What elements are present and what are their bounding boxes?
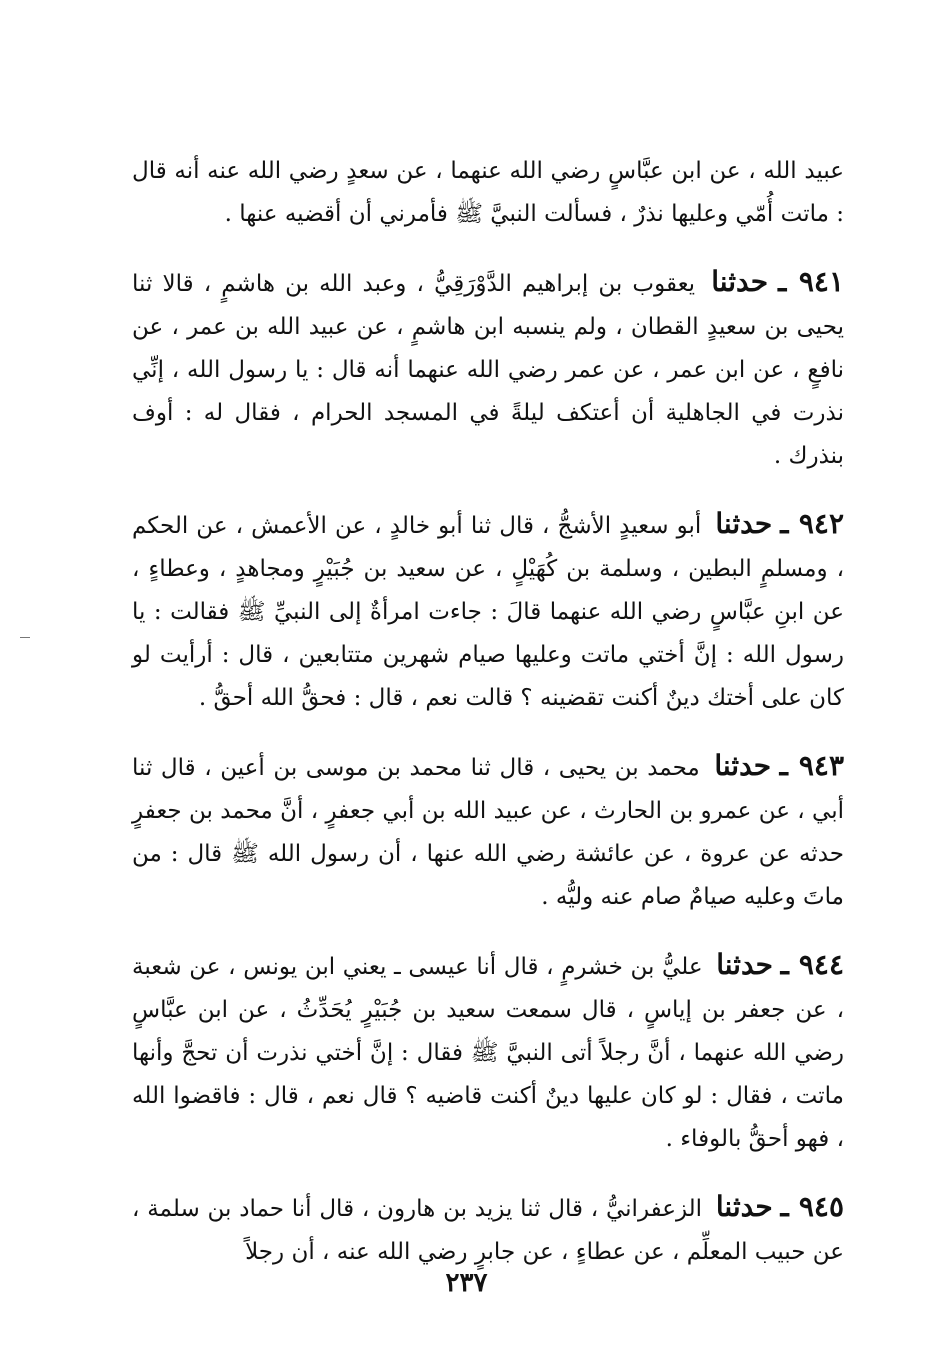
hadith-text: أبو سعيدٍ الأشجُّ ، قال ثنا أبو خالدٍ ، عن الأعمش ، عن الحكم ، ومسلمٍ البطين ، وسلمة بن كُهَيْلٍ ، عن سعيد بن جُبَيْرٍ ومجاهدٍ ، وعطاءٍ ، عن ابنِ عبَّاسٍ رضي الله عنهما قالَ : جاءت امرأةٌ إلى النبيِّ ﷺ فقالت : يا رسول الله : إنَّ أختي ماتت وعليها صيام شهرين متتابعين ، قال : أرأيت لو كان على أختك دينٌ أكنت تقضينه ؟ قالت نعم ، قال : فحقُّ الله أحقُّ . <box>132 513 844 711</box>
intro-paragraph <box>132 150 844 236</box>
hadith-943 <box>132 744 844 919</box>
margin-mark <box>20 637 30 638</box>
hadith-945 <box>132 1185 844 1274</box>
page-number: ٢٣٧ <box>445 1268 488 1298</box>
hadith-941 <box>132 260 844 478</box>
hadith-944 <box>132 943 844 1161</box>
hadith-number: ٩٤٣ ـ <box>779 749 845 782</box>
hadith-keyword: حدثنا <box>714 749 772 782</box>
hadith-number: ٩٤٢ ـ <box>780 507 845 540</box>
hadith-text: عليُّ بن خشرمٍ ، قال أنا عيسى ـ يعني ابن يونس ، عن شعبة ، عن جعفر بن إياسٍ ، قال سمعت سعيد بن جُبَيْرٍ يُحَدِّثُ ، عن ابن عبَّاسٍ رضي الله عنهما ، أنَّ رجلاً أتى النبيَّ ﷺ فقال : إنَّ أختي نذرت أن تحجَّ وأنها ماتت ، فقال : لو كان عليها دينٌ أكنت قاضيه ؟ قال نعم ، قال : فاقضوا الله ، فهو أحقُّ بالوفاء . <box>132 954 844 1152</box>
hadith-number: ٩٤٤ ـ <box>780 948 845 981</box>
hadith-942 <box>132 502 844 720</box>
intro-text: عبيد الله ، عن ابن عبَّاسٍ رضي الله عنهما ، عن سعدٍ رضي الله عنه أنه قال : ماتت أُمّي وعليها نذرٌ ، فسألت النبيَّ ﷺ فأمرني أن أقضيه عنها . <box>132 158 844 227</box>
hadith-number: ٩٤١ ـ <box>778 265 845 298</box>
hadith-keyword: حدثنا <box>715 507 773 540</box>
hadith-keyword: حدثنا <box>711 265 768 298</box>
page-body <box>132 150 844 1298</box>
hadith-text: الزعفرانيُّ ، قال ثنا يزيد بن هارون ، قال أنا حماد بن سلمة ، عن حبيب المعلِّم ، عن عطاءٍ ، عن جابرٍ رضي الله عنه ، أن رجلاً <box>132 1196 844 1265</box>
hadith-number: ٩٤٥ ـ <box>780 1190 845 1223</box>
hadith-text: محمد بن يحيى ، قال ثنا محمد بن موسى بن أعين ، قال ثنا أبي ، عن عمرو بن الحارث ، عن عبيد الله بن أبي جعفرٍ ، أنَّ محمد بن جعفرٍ حدثه عن عروة ، عن عائشة رضي الله عنها ، أن رسول الله ﷺ قال : من ماتَ وعليه صيامٌ صام عنه وليُّه . <box>132 755 844 910</box>
hadith-keyword: حدثنا <box>716 948 773 981</box>
hadith-keyword: حدثنا <box>715 1190 773 1223</box>
hadith-text: يعقوب بن إبراهيم الدَّوْرَقِيُّ ، وعبد الله بن هاشمٍ ، قالا ثنا يحيى بن سعيدٍ القطان ، ولم ينسبه ابن هاشمٍ ، عن عبيد الله بن عمر ، عن نافعٍ ، عن ابن عمر ، عن عمر رضي الله عنهما أنه قال : يا رسول الله ، إنِّي نذرت في الجاهلية أن أعتكف ليلةً في المسجد الحرام ، فقال له : أوف بنذرك . <box>132 271 844 469</box>
